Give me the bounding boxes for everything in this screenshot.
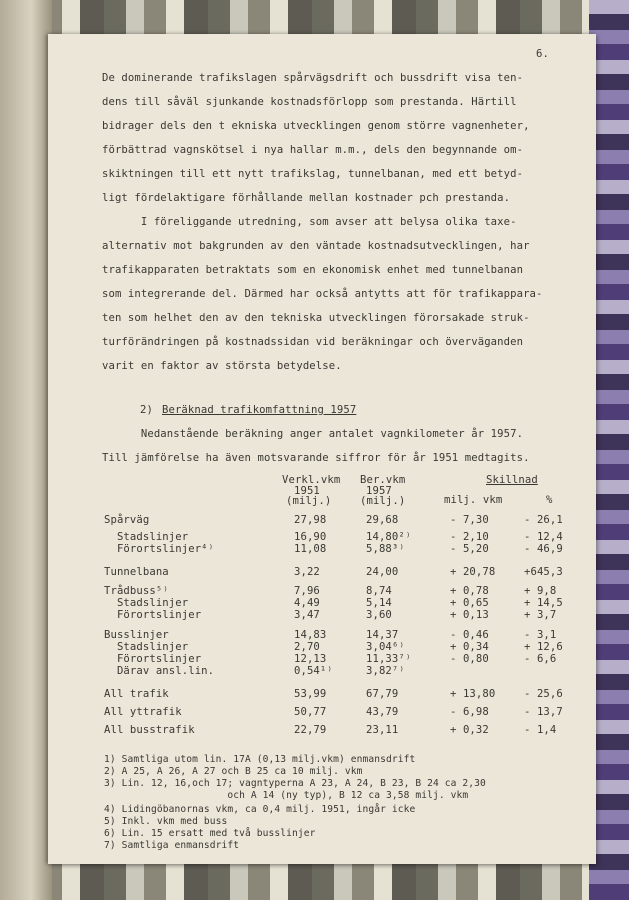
value-1957: 3,60 xyxy=(366,609,392,621)
value-diff: + 20,78 xyxy=(450,566,496,578)
value-1951: 3,22 xyxy=(294,566,320,578)
footnote: 4) Lidingöbanornas vkm, ca 0,4 milj. 1951, ingår icke xyxy=(104,804,416,815)
text-line: varit en faktor av största betydelse. xyxy=(102,360,342,372)
value-pct: +645,3 xyxy=(524,566,563,578)
footnote: 7) Samtliga enmansdrift xyxy=(104,840,240,851)
value-1957: 14,80²⁾ xyxy=(366,531,412,543)
row-label: Stadslinjer xyxy=(104,531,189,543)
book-spine-page-edge xyxy=(0,0,52,900)
footnote: 2) A 25, A 26, A 27 och B 25 ca 10 milj. vkm xyxy=(104,766,363,777)
value-diff: - 0,80 xyxy=(450,653,489,665)
value-1957: 8,74 xyxy=(366,585,392,597)
value-1951: 0,54¹⁾ xyxy=(294,665,333,677)
row-label: Förortslinjer xyxy=(104,653,202,665)
text-line: Till jämförelse ha även motsvarande siffror för år 1951 medtagits. xyxy=(102,452,530,464)
footnote: 5) Inkl. vkm med buss xyxy=(104,816,228,827)
value-pct: - 25,6 xyxy=(524,688,563,700)
column-header: (milj.) xyxy=(286,495,332,507)
row-label: Tunnelbana xyxy=(104,566,169,578)
value-diff: - 2,10 xyxy=(450,531,489,543)
value-diff: + 0,13 xyxy=(450,609,489,621)
text-line: De dominerande trafikslagen spårvägsdrift och bussdrift visa ten- xyxy=(102,72,524,84)
row-label: Förortslinjer xyxy=(104,609,202,621)
value-1957: 67,79 xyxy=(366,688,399,700)
row-label: All busstrafik xyxy=(104,724,195,736)
value-diff: - 5,20 xyxy=(450,543,489,555)
value-diff: + 0,32 xyxy=(450,724,489,736)
column-header: 1951 xyxy=(294,485,320,497)
value-1951: 16,90 xyxy=(294,531,327,543)
value-1951: 3,47 xyxy=(294,609,320,621)
page-number: 6. xyxy=(536,48,549,60)
footnote: 6) Lin. 15 ersatt med två busslinjer xyxy=(104,828,316,839)
value-pct: + 3,7 xyxy=(524,609,557,621)
value-pct: - 1,4 xyxy=(524,724,557,736)
value-diff: + 0,65 xyxy=(450,597,489,609)
document-page xyxy=(48,34,596,864)
row-label: Spårväg xyxy=(104,514,150,526)
footnote: 1) Samtliga utom lin. 17A (0,13 milj.vkm) enmansdrift xyxy=(104,754,416,765)
value-pct: - 46,9 xyxy=(524,543,563,555)
value-1951: 2,70 xyxy=(294,641,320,653)
row-label: Stadslinjer xyxy=(104,597,189,609)
value-pct: + 14,5 xyxy=(524,597,563,609)
section-number: 2) xyxy=(140,404,153,416)
value-pct: - 12,4 xyxy=(524,531,563,543)
value-diff: + 0,78 xyxy=(450,585,489,597)
row-label: All trafik xyxy=(104,688,169,700)
text-line: ten som helhet den av den tekniska utvecklingen förorsakade struk- xyxy=(102,312,530,324)
text-line: förbättrad vagnskötsel i nya hallar m.m., dels den begynnande om- xyxy=(102,144,524,156)
value-diff: - 7,30 xyxy=(450,514,489,526)
column-header: 1957 xyxy=(366,485,392,497)
value-1957: 11,33⁷⁾ xyxy=(366,653,412,665)
value-1957: 43,79 xyxy=(366,706,399,718)
value-1957: 29,68 xyxy=(366,514,399,526)
value-1957: 5,14 xyxy=(366,597,392,609)
footnote: 3) Lin. 12, 16,och 17; vagntyperna A 23, A 24, B 23, B 24 ca 2,30 xyxy=(104,778,486,789)
row-label: Förortslinjer⁴⁾ xyxy=(104,543,215,555)
value-1951: 50,77 xyxy=(294,706,327,718)
text-line: skiktningen till ett nytt trafikslag, tunnelbanan, med ett betyd- xyxy=(102,168,524,180)
footnote: och A 14 (ny typ), B 12 ca 3,58 milj. vkm xyxy=(104,790,469,801)
text-line: alternativ mot bakgrunden av den väntade kostnadsutvecklingen, har xyxy=(102,240,530,252)
value-1957: 3,04⁶⁾ xyxy=(366,641,405,653)
value-1957: 5,88³⁾ xyxy=(366,543,405,555)
row-label: Därav ansl.lin. xyxy=(104,665,215,677)
text-line: ligt fördelaktigare förhållande mellan kostnader pch prestanda. xyxy=(102,192,511,204)
column-header: Verkl.vkm xyxy=(282,474,341,486)
text-line: I föreliggande utredning, som avser att belysa olika taxe- xyxy=(102,216,517,228)
value-pct: - 13,7 xyxy=(524,706,563,718)
value-1957: 24,00 xyxy=(366,566,399,578)
column-header: Ber.vkm xyxy=(360,474,406,486)
value-1951: 53,99 xyxy=(294,688,327,700)
row-label: All yttrafik xyxy=(104,706,182,718)
value-1951: 22,79 xyxy=(294,724,327,736)
column-header: % xyxy=(546,494,553,506)
text-line: bidrager dels den t ekniska utvecklingen genom större vagnenheter, xyxy=(102,120,530,132)
value-1957: 23,11 xyxy=(366,724,399,736)
row-label: Trådbuss⁵⁾ xyxy=(104,585,169,597)
value-1951: 7,96 xyxy=(294,585,320,597)
value-1951: 12,13 xyxy=(294,653,327,665)
value-diff: - 0,46 xyxy=(450,629,489,641)
value-pct: + 12,6 xyxy=(524,641,563,653)
text-line: dens till såväl sjunkande kostnadsförlopp som prestanda. Härtill xyxy=(102,96,517,108)
row-label: Busslinjer xyxy=(104,629,169,641)
column-header: milj. vkm xyxy=(444,494,503,506)
value-diff: - 6,98 xyxy=(450,706,489,718)
value-1957: 14,37 xyxy=(366,629,399,641)
value-1957: 3,82⁷⁾ xyxy=(366,665,405,677)
column-header: Skillnad xyxy=(486,474,538,486)
value-diff: + 0,34 xyxy=(450,641,489,653)
row-label: Stadslinjer xyxy=(104,641,189,653)
text-line: som integrerande del. Därmed har också antytts att för trafikappara- xyxy=(102,288,543,300)
value-pct: - 6,6 xyxy=(524,653,557,665)
text-line: turförändringen på kostnadssidan vid beräkningar och överväganden xyxy=(102,336,524,348)
value-1951: 4,49 xyxy=(294,597,320,609)
value-diff: + 13,80 xyxy=(450,688,496,700)
text-line: trafikapparaten betraktats som en ekonomisk enhet med tunnelbanan xyxy=(102,264,524,276)
column-header: (milj.) xyxy=(360,495,406,507)
section-title: Beräknad trafikomfattning 1957 xyxy=(162,404,357,416)
text-line: Nedanstående beräkning anger antalet vagnkilometer år 1957. xyxy=(102,428,524,440)
value-1951: 27,98 xyxy=(294,514,327,526)
value-pct: - 3,1 xyxy=(524,629,557,641)
value-1951: 14,83 xyxy=(294,629,327,641)
value-1951: 11,08 xyxy=(294,543,327,555)
value-pct: + 9,8 xyxy=(524,585,557,597)
value-pct: - 26,1 xyxy=(524,514,563,526)
